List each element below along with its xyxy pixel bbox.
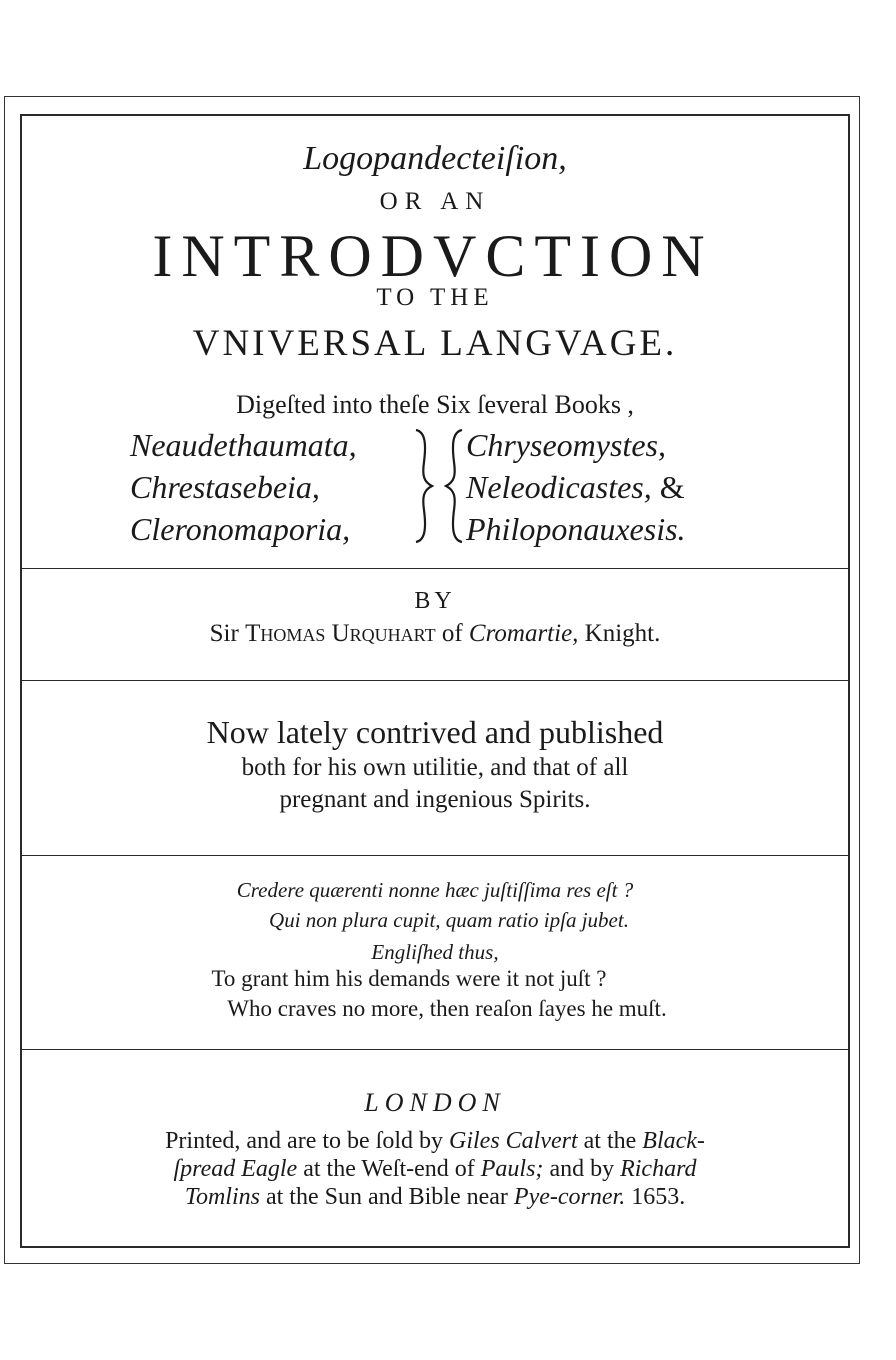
imprint-year: 1653. (625, 1184, 686, 1210)
author-last-name: Urquhart (331, 620, 436, 647)
publication-line-2: both for his own utilitie, and that of all (241, 754, 629, 781)
english-verse-2: Who craves no more, then reaſon ſayes he muſt. (227, 996, 667, 1021)
imprint-text: Printed, and are to be ſold by (165, 1128, 449, 1154)
imprint-name: Giles Calvert (449, 1128, 578, 1154)
divider (22, 855, 848, 856)
opening-brace-icon (444, 428, 466, 544)
title-introduction: INTRODVCTION (152, 223, 714, 289)
imprint-text: at the Sun and Bible near (259, 1184, 514, 1210)
imprint-name: Pauls; (480, 1156, 544, 1182)
title-or-an: OR AN (379, 188, 491, 215)
imprint-name: Black- (642, 1128, 705, 1154)
publication-line-3: pregnant and ingenious Spirits. (279, 786, 591, 813)
author-line (20, 620, 850, 648)
title-digested-books: Digeſted into theſe Six ſeveral Books , (236, 390, 634, 419)
book-list-right (466, 424, 686, 550)
author-suffix: Knight. (578, 620, 661, 647)
title-logopandecteision: Logopandecteiſion, (303, 140, 567, 177)
book-title: Chryseomystes, (466, 427, 666, 463)
book-title: Cleronomaporia, (130, 511, 351, 547)
imprint-name: Pye-corner. (513, 1184, 626, 1210)
imprint-line-1 (20, 1128, 850, 1155)
book-title: Philoponauxesis. (466, 511, 686, 547)
imprint-name: ſpread Eagle (173, 1156, 298, 1182)
title-universal-language: VNIVERSAL LANGVAGE. (192, 323, 678, 364)
imprint-text: at the (577, 1128, 643, 1154)
englished-label: Engliſhed thus, (371, 940, 499, 964)
book-title (466, 466, 686, 508)
book-title: Neaudethaumata, (130, 427, 357, 463)
divider (22, 680, 848, 681)
imprint-name: Tomlins (184, 1184, 260, 1210)
book-title: Chrestasebeia, (130, 469, 320, 505)
author-prefix: Sir (209, 620, 246, 647)
publication-line-1: Now lately contrived and published (206, 714, 664, 750)
divider (22, 568, 848, 569)
closing-brace-icon (412, 428, 434, 544)
latin-verse-1: Credere quærenti nonne hæc juſtiſſima res eſt ? (236, 878, 634, 902)
imprint-city: LONDON (364, 1088, 506, 1117)
author-first-name: Thomas (245, 620, 326, 647)
imprint-text: and by (543, 1156, 621, 1182)
book-list-left (130, 424, 357, 550)
imprint-line-2 (20, 1156, 850, 1183)
author-place: Cromartie, (468, 620, 579, 647)
imprint-line-3 (20, 1184, 850, 1211)
divider (22, 1049, 848, 1050)
title-to-the: TO THE (376, 284, 494, 311)
english-verse-1: To grant him his demands were it not juſt ? (211, 966, 607, 991)
imprint-name: Richard (620, 1156, 697, 1182)
by-label: BY (414, 588, 456, 614)
latin-verse-2: Qui non plura cupit, quam ratio ipſa jubet. (269, 908, 629, 932)
imprint-text: at the Weſt-end of (297, 1156, 481, 1182)
book-title-text: Neleodicastes, (466, 469, 652, 505)
ampersand: & (659, 469, 685, 505)
book-list (20, 424, 850, 548)
author-of: of (435, 620, 469, 647)
